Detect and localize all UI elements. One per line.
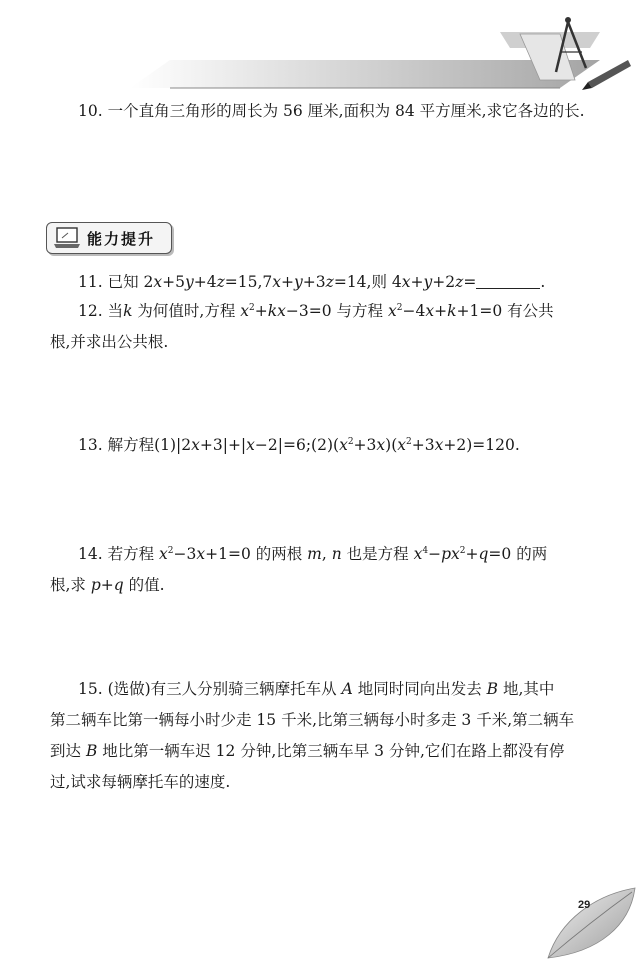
section-badge (46, 222, 172, 254)
answer-blank (476, 274, 540, 289)
page-number: 29 (578, 899, 591, 911)
header-decoration (0, 0, 641, 95)
question-12: 12. 当k 为何值时,方程 $x^2+kx-3=0$ 与方程 $x^2-4x+k+1=0$ 有公共 根,并求出公共根. (50, 302, 554, 351)
question-13: 13. 解方程$(1)|2x+3|+|x-2|=6;(2)(x^2+3x)(x^2+3x+2)=120$. (78, 436, 520, 454)
question-15: 15. (选做)有三人分别骑三辆摩托车从 A 地同时同向出发去 B 地,其中 第二辆车比第一辆每小时少走 15 千米,比第三辆每小时多走 3 千米,第二辆车 到达 B 地比第一辆车迟 12 分钟,比第三辆车早 3 分钟,它们在路上都没有停 过,试求每辆摩托车的速度. (50, 680, 575, 791)
question-10: 10. 一个直角三角形的周长为 56 厘米,面积为 84 平方厘米,求它各边的长. (78, 102, 585, 120)
laptop-icon (52, 226, 82, 250)
leaf-decoration (540, 880, 640, 960)
question-14: 14. 若方程 $x^2-3x+1=0$ 的两根 m, n 也是方程 $x^4-px^2+q=0$ 的两 根,求 p+q 的值. (50, 545, 548, 594)
section-title: 能力提升 (87, 230, 156, 248)
question-11: 11. 已知 2x+5y+4z=15,7x+y+3z=14,则 4x+y+2z= . (78, 273, 546, 291)
